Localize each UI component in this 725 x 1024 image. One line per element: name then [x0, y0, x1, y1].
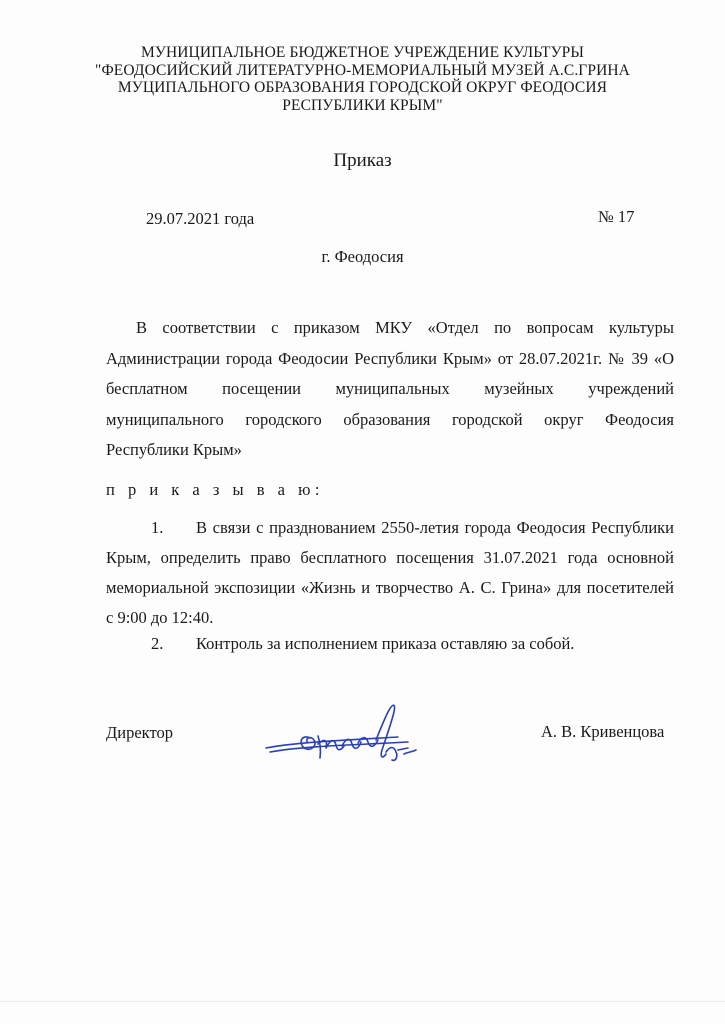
organization-header [60, 44, 665, 114]
document-city: г. Феодосия [321, 247, 404, 266]
item-number: 1. [151, 518, 164, 537]
header-line: "ФЕОДОСИЙСКИЙ ЛИТЕРАТУРНО-МЕМОРИАЛЬНЫЙ МУЗЕЙ А.С.ГРИНА [95, 61, 630, 79]
header-line: МУНИЦИПАЛЬНОЕ БЮДЖЕТНОЕ УЧРЕЖДЕНИЕ КУЛЬТУРЫ [140, 44, 585, 61]
preamble-line: муниципального городского образования городской округ Феодосия [106, 409, 674, 429]
order-word: п р и к а з ы в а ю: [106, 480, 325, 499]
document-title: Приказ [333, 150, 392, 171]
item-line: с 9:00 до 12:40. [106, 608, 214, 627]
preamble-line: В соответствии с приказом МКУ «Отдел по вопросам культуры [136, 318, 674, 337]
item-line: мемориальной экспозиции «Жизнь и творчество А. С. Грина» для посетителей [106, 578, 674, 597]
header-line: МУЦИПАЛЬНОГО ОБРАЗОВАНИЯ ГОРОДСКОЙ ОКРУГ ФЕОДОСИЯ [117, 79, 608, 96]
handwritten-signature [258, 690, 433, 780]
preamble-line: бесплатном посещении муниципальных музейных учреждений [106, 379, 674, 398]
item-number: 2. [151, 634, 164, 653]
order-item [106, 513, 674, 633]
preamble-line: Республики Крым» [106, 440, 242, 459]
signatory-role: Директор [106, 723, 173, 742]
signatory-name: А. В. Кривенцова [541, 722, 665, 741]
preamble-line: Администрации города Феодосии Республики Крым» от 28.07.2021г. № 39 «О [106, 348, 674, 368]
document-date: 29.07.2021 года [146, 209, 255, 228]
item-line: Контроль за исполнением приказа оставляю за собой. [196, 634, 575, 653]
item-line: В связи с празднованием 2550-летия города Феодосия Республики [196, 518, 674, 537]
item-line: Крым, определить право бесплатного посещения 31.07.2021 года основной [106, 548, 674, 567]
scan-edge-line [0, 1001, 725, 1002]
preamble-paragraph [106, 313, 674, 466]
document-number: № 17 [598, 207, 635, 226]
order-item [106, 629, 674, 659]
header-line: РЕСПУБЛИКИ КРЫМ" [282, 96, 443, 114]
